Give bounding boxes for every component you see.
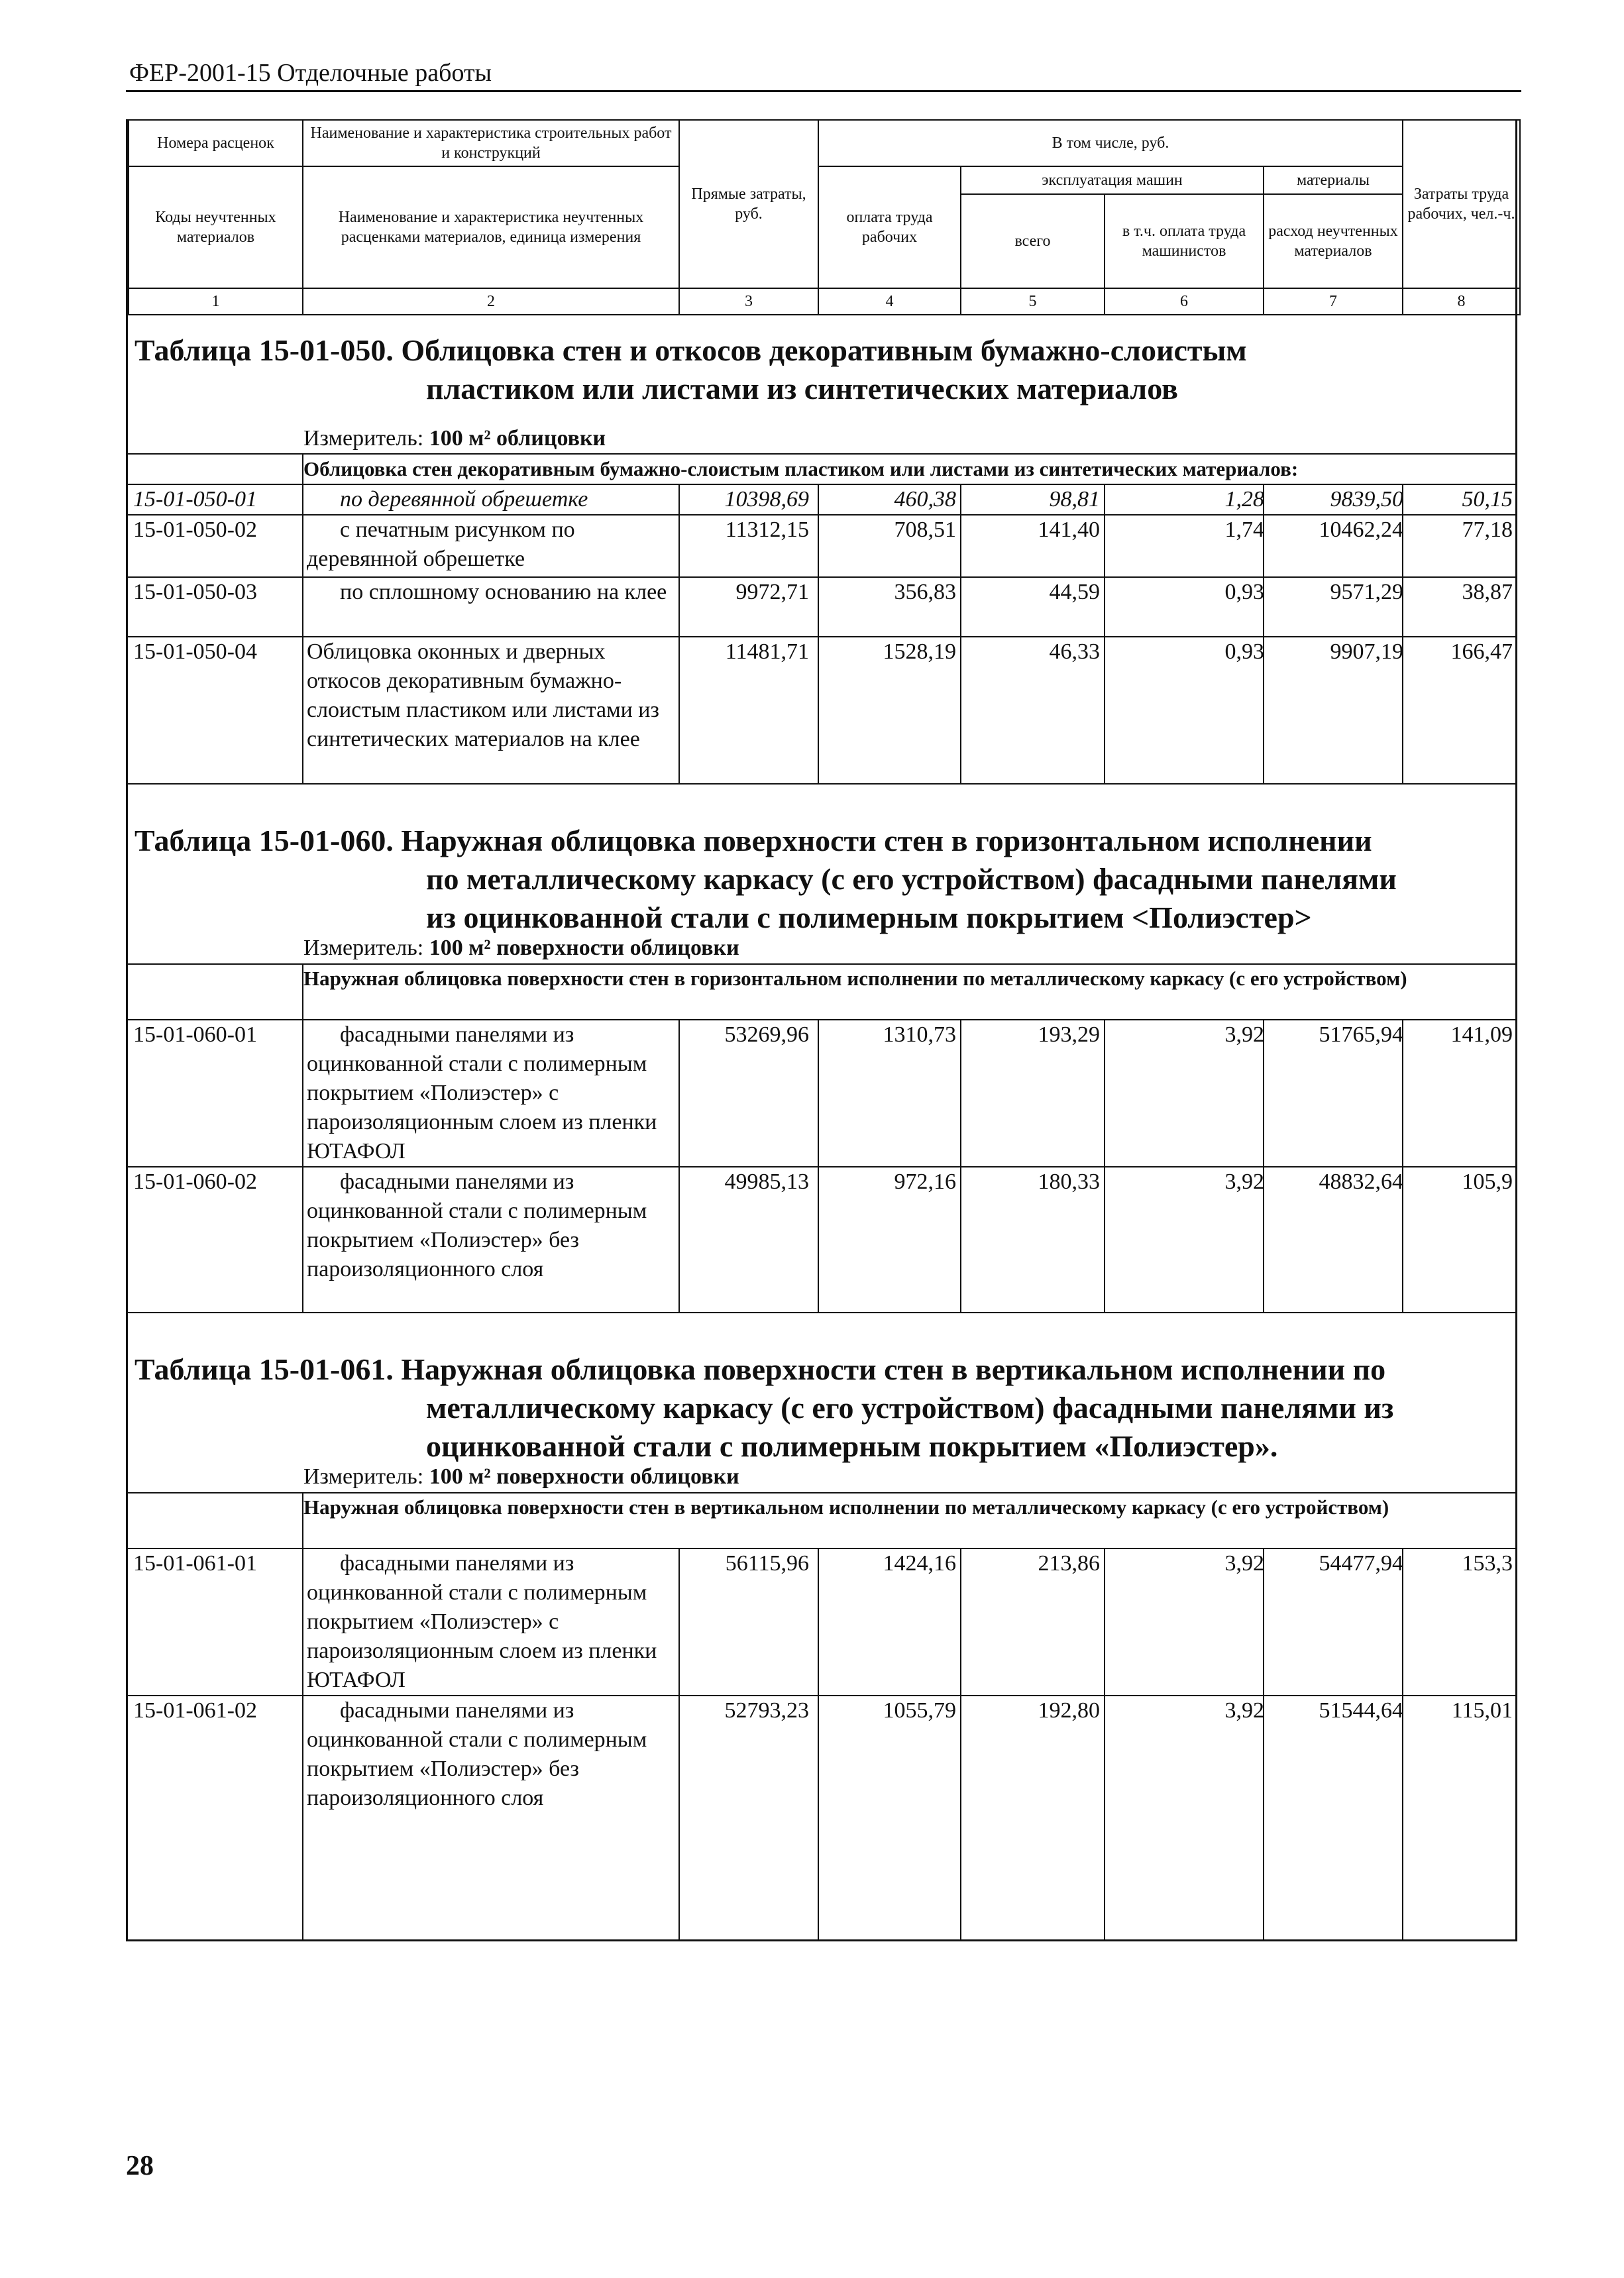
column-separator (302, 484, 303, 783)
direct-cost: 10398,69 (724, 487, 809, 512)
materials-cost: 9907,19 (1330, 639, 1403, 664)
labor-hours: 153,3 (1462, 1551, 1513, 1576)
operator-cost: 1,74 (1224, 517, 1264, 542)
row-name: фасадными панелями из оцинкованной стали с полимерным покрытием «Полиэстер» с пароизоляционным слоем из пленки ЮТАФОЛ (307, 1551, 657, 1692)
operator-cost: 3,92 (1224, 1698, 1264, 1723)
column-separator (818, 1019, 819, 1312)
col-number: 3 (679, 288, 818, 315)
in-total-header: В том числе, руб. (818, 120, 1403, 166)
row-code: 15-01-061-02 (133, 1698, 257, 1723)
row-code: 15-01-060-02 (133, 1169, 257, 1194)
labor-hours: 105,9 (1462, 1169, 1513, 1194)
rule (128, 963, 1515, 965)
row-code: 15-01-050-01 (133, 487, 257, 512)
measure-label: Измеритель: (303, 426, 424, 451)
row-name: фасадными панелями из оцинкованной стали с полимерным покрытием «Полиэстер» без пароизоляционного слоя (307, 1698, 647, 1810)
column-separator (818, 484, 819, 783)
column-separator (1104, 1019, 1105, 1312)
row-code: 15-01-050-04 (133, 639, 257, 664)
labor-cost: 1310,73 (883, 1022, 956, 1047)
page-number: 28 (126, 2151, 154, 2181)
labor-cost: 1055,79 (883, 1698, 956, 1723)
col5-header: всего (961, 194, 1105, 288)
row-code: 15-01-061-01 (133, 1551, 257, 1576)
row-code: 15-01-050-02 (133, 517, 257, 542)
column-separator (960, 1019, 961, 1312)
column-separator (302, 1548, 303, 1940)
machine-cost: 213,86 (1038, 1551, 1100, 1576)
col-number: 6 (1105, 288, 1264, 315)
column-separator (1402, 1019, 1403, 1312)
direct-cost: 56115,96 (725, 1551, 809, 1576)
column-separator (678, 484, 680, 783)
col-number: 2 (303, 288, 679, 315)
direct-cost: 53269,96 (724, 1022, 809, 1047)
estimate-sheet (126, 119, 1517, 1941)
rule (128, 453, 1515, 455)
table-060-title (135, 822, 1397, 937)
row-code: 15-01-050-03 (133, 580, 257, 604)
row-name: по сплошному основанию на клее (340, 580, 667, 604)
operator-cost: 0,93 (1224, 580, 1264, 604)
table-060-group: Наружная облицовка поверхности стен в горизонтальном исполнении по металлическому каркасу (с его устройством) (303, 967, 1407, 990)
row-name: с печатным рисунком по деревянной обрешетке (307, 517, 575, 571)
table-title-line: Таблица 15-01-061. Наружная облицовка поверхности стен в вертикальном исполнении по (135, 1352, 1386, 1386)
labor-hours: 115,01 (1451, 1698, 1513, 1723)
header-rule (126, 90, 1521, 92)
column-separator (1104, 484, 1105, 783)
column-separator (1402, 484, 1403, 783)
col-number: 5 (961, 288, 1105, 315)
labor-cost: 708,51 (894, 517, 956, 542)
measure-unit: 100 м² поверхности облицовки (429, 1464, 739, 1489)
col4-header: оплата труда рабочих (818, 166, 961, 288)
machine-cost: 180,33 (1038, 1169, 1100, 1194)
operator-cost: 3,92 (1224, 1022, 1264, 1047)
table-050-title (135, 331, 1247, 408)
column-separator (1263, 1019, 1264, 1312)
col-number: 7 (1264, 288, 1403, 315)
rule (128, 783, 1515, 785)
labor-cost: 460,38 (894, 487, 956, 512)
operator-cost: 1,28 (1224, 487, 1264, 512)
direct-cost: 9972,71 (735, 580, 809, 604)
row-name: Облицовка оконных и дверных откосов декоративным бумажно-слоистым пластиком или листами из синтетических материалов на клее (307, 639, 659, 751)
operator-cost: 3,92 (1224, 1551, 1264, 1576)
measure-unit: 100 м² поверхности облицовки (429, 936, 739, 960)
labor-hours: 141,09 (1450, 1022, 1513, 1047)
labor-hours: 38,87 (1462, 580, 1513, 604)
col-number: 8 (1403, 288, 1520, 315)
row-name: фасадными панелями из оцинкованной стали с полимерным покрытием «Полиэстер» с пароизоляционным слоем из пленки ЮТАФОЛ (307, 1022, 657, 1164)
column-separator (302, 1019, 303, 1312)
materials-header: материалы (1264, 166, 1403, 194)
labor-cost: 356,83 (894, 580, 956, 604)
table-title-line: Таблица 15-01-060. Наружная облицовка поверхности стен в горизонтальном исполнении (135, 824, 1372, 857)
labor-cost: 1528,19 (883, 639, 956, 664)
rule (128, 1492, 1515, 1493)
labor-hours: 166,47 (1450, 639, 1513, 664)
materials-cost: 51765,94 (1319, 1022, 1403, 1047)
table-050-group: Облицовка стен декоративным бумажно-слоистым пластиком или листами из синтетических материалов: (303, 457, 1299, 480)
labor-cost: 972,16 (894, 1169, 956, 1194)
column-separator (302, 453, 303, 484)
rule (128, 1312, 1515, 1313)
row-name-text: по деревянной обрешетке (340, 487, 588, 512)
machine-cost: 46,33 (1049, 639, 1100, 664)
materials-cost: 51544,64 (1319, 1698, 1403, 1723)
table-061-measure (303, 1464, 739, 1490)
machine-cost: 141,40 (1038, 517, 1100, 542)
column-separator (678, 1019, 680, 1312)
labor-hours: 50,15 (1462, 487, 1513, 512)
column-separator (1402, 1548, 1403, 1940)
machine-cost: 98,81 (1049, 487, 1100, 512)
column-separator (960, 1548, 961, 1940)
labor-cost: 1424,16 (883, 1551, 956, 1576)
running-title: ФЕР-2001-15 Отделочные работы (129, 59, 492, 87)
row-code: 15-01-060-01 (133, 1022, 257, 1047)
column-separator (1263, 1548, 1264, 1940)
column-separator (302, 963, 303, 1019)
direct-cost: 52793,23 (724, 1698, 809, 1723)
column-header-table (128, 119, 1521, 315)
column-separator (818, 1548, 819, 1940)
materials-cost: 9839,50 (1330, 487, 1403, 512)
materials-cost: 9571,29 (1330, 580, 1403, 604)
machine-cost: 192,80 (1038, 1698, 1100, 1723)
operator-cost: 0,93 (1224, 639, 1264, 664)
direct-cost: 11481,71 (725, 639, 809, 664)
column-separator (1263, 484, 1264, 783)
direct-cost: 49985,13 (724, 1169, 809, 1194)
col3-header: Прямые затраты, руб. (679, 120, 818, 288)
materials-cost: 10462,24 (1319, 517, 1403, 542)
table-title-line: по металлическому каркасу (с его устройством) фасадными панелями (426, 862, 1397, 896)
table-title-line: металлическому каркасу (с его устройством) фасадными панелями из (426, 1391, 1394, 1425)
column-separator (960, 484, 961, 783)
machine-cost: 193,29 (1038, 1022, 1100, 1047)
machines-header: эксплуатация машин (961, 166, 1264, 194)
row-name (307, 485, 681, 514)
col6-header: в т.ч. оплата труда машинистов (1105, 194, 1264, 288)
table-title-line: Таблица 15-01-050. Облицовка стен и откосов декоративным бумажно-слоистым (135, 333, 1247, 367)
operator-cost: 3,92 (1224, 1169, 1264, 1194)
col1-bottom-header: Коды неучтенных материалов (129, 166, 303, 288)
materials-cost: 54477,94 (1319, 1551, 1403, 1576)
col2-bottom-header: Наименование и характеристика неучтенных расценками материалов, единица измерения (303, 166, 679, 288)
col2-top-header: Наименование и характеристика строительных работ и конструкций (303, 120, 679, 166)
table-060-measure (303, 936, 739, 961)
col8-header: Затраты труда рабочих, чел.-ч. (1403, 120, 1520, 288)
col7-header: расход неучтенных материалов (1264, 194, 1403, 288)
table-title-line: пластиком или листами из синтетических материалов (426, 372, 1178, 406)
measure-unit: 100 м² облицовки (429, 426, 606, 451)
column-separator (302, 1492, 303, 1548)
table-title-line: оцинкованной стали с полимерным покрытием «Полиэстер». (426, 1429, 1278, 1463)
column-separator (678, 1548, 680, 1940)
direct-cost: 11312,15 (725, 517, 809, 542)
measure-label: Измеритель: (303, 936, 424, 960)
machine-cost: 44,59 (1049, 580, 1100, 604)
measure-label: Измеритель: (303, 1464, 424, 1489)
col-number: 4 (818, 288, 961, 315)
table-061-group: Наружная облицовка поверхности стен в вертикальном исполнении по металлическому каркасу (с его устройством) (303, 1495, 1389, 1519)
row-name: фасадными панелями из оцинкованной стали с полимерным покрытием «Полиэстер» без пароизоляционного слоя (307, 1169, 647, 1281)
table-061-title (135, 1350, 1393, 1466)
table-title-line: из оцинкованной стали с полимерным покрытием <Полиэстер> (426, 900, 1312, 934)
materials-cost: 48832,64 (1319, 1169, 1403, 1194)
table-050-measure (303, 426, 606, 451)
column-separator (1104, 1548, 1105, 1940)
labor-hours: 77,18 (1462, 517, 1513, 542)
col1-top-header: Номера расценок (129, 120, 303, 166)
col-number: 1 (129, 288, 303, 315)
